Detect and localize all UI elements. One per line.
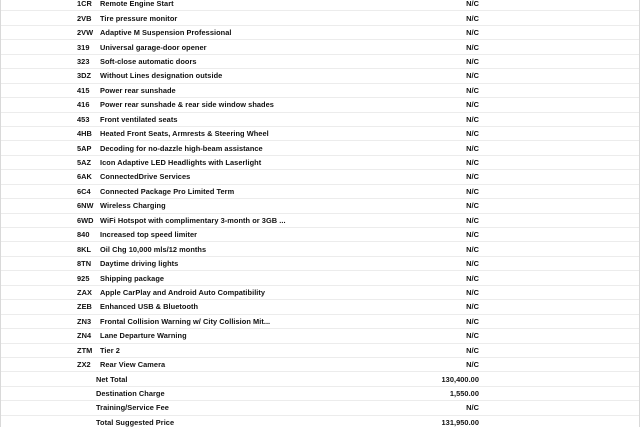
option-description: Daytime driving lights bbox=[100, 259, 179, 269]
option-row bbox=[1, 55, 639, 69]
option-row bbox=[1, 26, 639, 40]
option-price: N/C bbox=[466, 201, 479, 211]
option-price: N/C bbox=[466, 0, 479, 9]
option-row bbox=[1, 98, 639, 112]
option-price: N/C bbox=[466, 85, 479, 95]
option-row bbox=[1, 156, 639, 170]
option-row bbox=[1, 257, 639, 271]
option-code: 6NW bbox=[77, 201, 94, 211]
total-row bbox=[1, 401, 639, 415]
option-description: Remote Engine Start bbox=[100, 0, 174, 9]
option-description: Increased top speed limiter bbox=[100, 230, 198, 240]
option-price: N/C bbox=[466, 273, 479, 283]
option-row bbox=[1, 315, 639, 329]
option-description: Front ventilated seats bbox=[100, 114, 178, 124]
option-description: Rear View Camera bbox=[100, 360, 166, 370]
option-code: 4HB bbox=[77, 129, 92, 139]
option-code: 840 bbox=[77, 230, 90, 240]
option-row bbox=[1, 84, 639, 98]
option-code: 8TN bbox=[77, 259, 92, 269]
option-description: Icon Adaptive LED Headlights with Laserlight bbox=[100, 158, 262, 168]
option-description: Shipping package bbox=[100, 273, 165, 283]
total-value: 130,400.00 bbox=[441, 374, 479, 384]
option-price: N/C bbox=[466, 360, 479, 370]
option-price: N/C bbox=[466, 129, 479, 139]
option-description: Soft-close automatic doors bbox=[100, 56, 197, 66]
option-code: ZX2 bbox=[77, 360, 91, 370]
option-row bbox=[1, 271, 639, 285]
option-code: 2VW bbox=[77, 28, 94, 38]
option-price: N/C bbox=[466, 244, 479, 254]
option-price: N/C bbox=[466, 331, 479, 341]
option-row bbox=[1, 127, 639, 141]
option-row bbox=[1, 242, 639, 256]
total-label: Net Total bbox=[96, 374, 128, 384]
option-description: Tire pressure monitor bbox=[100, 13, 178, 23]
option-description: ConnectedDrive Services bbox=[100, 172, 191, 182]
option-price: N/C bbox=[466, 215, 479, 225]
option-price: N/C bbox=[466, 316, 479, 326]
option-row bbox=[1, 228, 639, 242]
option-code: 319 bbox=[77, 42, 90, 52]
option-price: N/C bbox=[466, 114, 479, 124]
option-code: 323 bbox=[77, 56, 90, 66]
option-price: N/C bbox=[466, 287, 479, 297]
option-code: ZN3 bbox=[77, 316, 92, 326]
option-code: 6AK bbox=[77, 172, 92, 182]
option-description: Power rear sunshade bbox=[100, 85, 176, 95]
option-description: Without Lines designation outside bbox=[100, 71, 223, 81]
option-price: N/C bbox=[466, 259, 479, 269]
option-description: Decoding for no-dazzle high-beam assistance bbox=[100, 143, 263, 153]
option-price: N/C bbox=[466, 302, 479, 312]
option-code: 5AP bbox=[77, 143, 92, 153]
option-price: N/C bbox=[466, 56, 479, 66]
option-row bbox=[1, 40, 639, 54]
total-label: Training/Service Fee bbox=[96, 403, 169, 413]
option-price: N/C bbox=[466, 71, 479, 81]
option-price: N/C bbox=[466, 143, 479, 153]
option-row bbox=[1, 0, 639, 11]
option-code: 415 bbox=[77, 85, 90, 95]
option-row bbox=[1, 329, 639, 343]
option-code: 5AZ bbox=[77, 158, 92, 168]
option-price: N/C bbox=[466, 158, 479, 168]
option-row bbox=[1, 358, 639, 372]
option-description: Wireless Charging bbox=[100, 201, 166, 211]
option-description: WiFi Hotspot with complimentary 3-month or 3GB ... bbox=[100, 215, 286, 225]
option-code: 2VB bbox=[77, 13, 92, 23]
option-price: N/C bbox=[466, 100, 479, 110]
total-label: Total Suggested Price bbox=[96, 417, 175, 427]
option-code: ZTM bbox=[77, 345, 93, 355]
option-row bbox=[1, 69, 639, 83]
option-code: 925 bbox=[77, 273, 90, 283]
option-code: ZAX bbox=[77, 287, 92, 297]
option-row bbox=[1, 141, 639, 155]
option-description: Adaptive M Suspension Professional bbox=[100, 28, 232, 38]
option-code: 6WD bbox=[77, 215, 94, 225]
total-label: Destination Charge bbox=[96, 389, 165, 399]
option-description: Power rear sunshade & rear side window shades bbox=[100, 100, 274, 110]
option-row bbox=[1, 344, 639, 358]
option-description: Oil Chg 10,000 mls/12 months bbox=[100, 244, 207, 254]
total-row bbox=[1, 387, 639, 401]
option-row bbox=[1, 300, 639, 314]
option-price: N/C bbox=[466, 13, 479, 23]
option-code: 416 bbox=[77, 100, 90, 110]
total-value: N/C bbox=[466, 403, 479, 413]
option-description: Apple CarPlay and Android Auto Compatibility bbox=[100, 287, 266, 297]
option-row bbox=[1, 170, 639, 184]
option-description: Connected Package Pro Limited Term bbox=[100, 186, 235, 196]
option-row bbox=[1, 185, 639, 199]
option-description: Universal garage-door opener bbox=[100, 42, 207, 52]
option-code: 6C4 bbox=[77, 186, 91, 196]
option-price: N/C bbox=[466, 186, 479, 196]
option-description: Heated Front Seats, Armrests & Steering Wheel bbox=[100, 129, 269, 139]
option-description: Frontal Collision Warning w/ City Collision Mit... bbox=[100, 316, 271, 326]
option-code: ZN4 bbox=[77, 331, 92, 341]
options-table bbox=[1, 0, 639, 427]
option-description: Tier 2 bbox=[100, 345, 120, 355]
option-row bbox=[1, 11, 639, 25]
total-value: 131,950.00 bbox=[441, 417, 479, 427]
option-price: N/C bbox=[466, 345, 479, 355]
option-row bbox=[1, 286, 639, 300]
option-price: N/C bbox=[466, 230, 479, 240]
option-description: Enhanced USB & Bluetooth bbox=[100, 302, 199, 312]
option-code: 3DZ bbox=[77, 71, 92, 81]
option-row bbox=[1, 113, 639, 127]
option-row bbox=[1, 214, 639, 228]
option-row bbox=[1, 199, 639, 213]
total-row bbox=[1, 372, 639, 386]
option-price: N/C bbox=[466, 172, 479, 182]
option-description: Lane Departure Warning bbox=[100, 331, 187, 341]
option-price: N/C bbox=[466, 28, 479, 38]
total-row bbox=[1, 416, 639, 427]
option-code: 8KL bbox=[77, 244, 92, 254]
option-code: 1CR bbox=[77, 0, 92, 9]
total-value: 1,550.00 bbox=[449, 389, 479, 399]
option-code: ZEB bbox=[77, 302, 92, 312]
option-price: N/C bbox=[466, 42, 479, 52]
option-code: 453 bbox=[77, 114, 90, 124]
